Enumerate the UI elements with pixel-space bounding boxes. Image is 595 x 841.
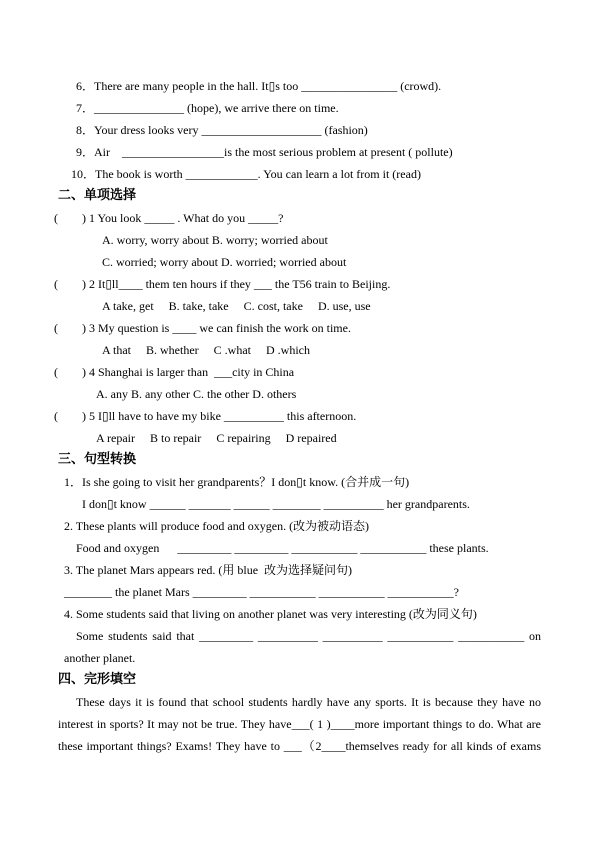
mc-options-line [0, 295, 595, 317]
question-stem: 4 Shanghai is larger than ___city in China [89, 365, 295, 379]
question-stem: 5 I▯ll have to have my bike __________ this afternoon. [89, 409, 357, 423]
transform-prompt-2: 2. These plants will produce food and oxygen. (改为被动语态) [64, 519, 370, 533]
answer-bracket: ( ) [54, 321, 86, 335]
option-b: B to repair [149, 431, 202, 445]
fill-item-7: 7．_______________ (hope), we arrive there on time. [76, 101, 339, 115]
mc-question-5 [0, 405, 595, 427]
option-a: A that [102, 343, 131, 357]
answer-bracket: ( ) [54, 409, 86, 423]
option-d: D. use, use [317, 299, 371, 313]
option-a: A take, get [102, 299, 154, 313]
transform-prompt-1: 1．Is she going to visit her grandparents？I don▯t know. (合并成一句) [64, 475, 410, 489]
fill-item-9: 9．Air _________________is the most serious problem at present ( pollute) [76, 145, 453, 159]
mc-question-3 [0, 317, 595, 339]
transform-answer-1: I don▯t know ______ _______ ______ ________ __________ her grandparents. [82, 497, 470, 511]
option-b: B. take, take [168, 299, 229, 313]
answer-bracket: ( ) [54, 211, 86, 225]
option-c: C repairing [216, 431, 271, 445]
transform-answer-2: Food and oxygen _________ _________ ___________ ___________ these plants. [76, 541, 489, 555]
option-a: A repair [96, 431, 135, 445]
mc-options-line [0, 427, 595, 449]
mc-question-2 [0, 273, 595, 295]
transform-prompt-3: 3. The planet Mars appears red. (用 blue 改为选择疑问句) [64, 563, 353, 577]
mc-options-line: C. worried; worry about D. worried; worried about [102, 255, 347, 269]
option-b: B. whether [146, 343, 199, 357]
transform-answer-4-line-2: another planet. [64, 651, 136, 665]
fill-item-8: 8．Your dress looks very ____________________ (fashion) [76, 123, 368, 137]
answer-bracket: ( ) [54, 277, 86, 291]
option-d: D repaired [285, 431, 337, 445]
mc-options-line: A. any B. any other C. the other D. others [96, 387, 297, 401]
transform-answer-3: ________ the planet Mars _________ ___________ ___________ ___________? [64, 585, 459, 599]
question-stem: 1 You look _____ . What do you _____? [89, 211, 284, 225]
transform-prompt-4: 4. Some students said that living on another planet was very interesting (改为同义句) [64, 607, 477, 621]
section-heading-cloze: 四、完形填空 [58, 672, 137, 687]
section-heading-multiple-choice: 二、单项选择 [58, 188, 137, 203]
question-stem: 2 It▯ll____ them ten hours if they ___ the T56 train to Beijing. [89, 277, 391, 291]
cloze-passage-line: these important things? Exams! They have to ___（2____themselves ready for all kinds of exams [58, 739, 541, 753]
mc-question-1 [0, 207, 595, 229]
fill-item-6: 6．There are many people in the hall. It▯s too ________________ (crowd). [76, 79, 442, 93]
option-c: C. cost, take [243, 299, 303, 313]
mc-options-line: A. worry, worry about B. worry; worried about [102, 233, 328, 247]
cloze-passage-line: These days it is found that school students hardly have any sports. It is because they have no [76, 695, 541, 709]
answer-bracket: ( ) [54, 365, 86, 379]
cloze-passage-line: interest in sports? It may not be true. They have___( 1 )____more important things to do. What are [58, 717, 541, 731]
option-c: C .what [213, 343, 251, 357]
mc-question-4 [0, 361, 595, 383]
question-stem: 3 My question is ____ we can finish the work on time. [89, 321, 351, 335]
transform-answer-4-line-1: Some students said that _________ __________ __________ ___________ ___________ on [76, 629, 541, 643]
option-d: D .which [266, 343, 310, 357]
section-heading-sentence-transformation: 三、句型转换 [58, 452, 137, 467]
fill-item-10: 10．The book is worth ____________. You can learn a lot from it (read) [71, 167, 421, 181]
mc-options-line [0, 339, 595, 361]
